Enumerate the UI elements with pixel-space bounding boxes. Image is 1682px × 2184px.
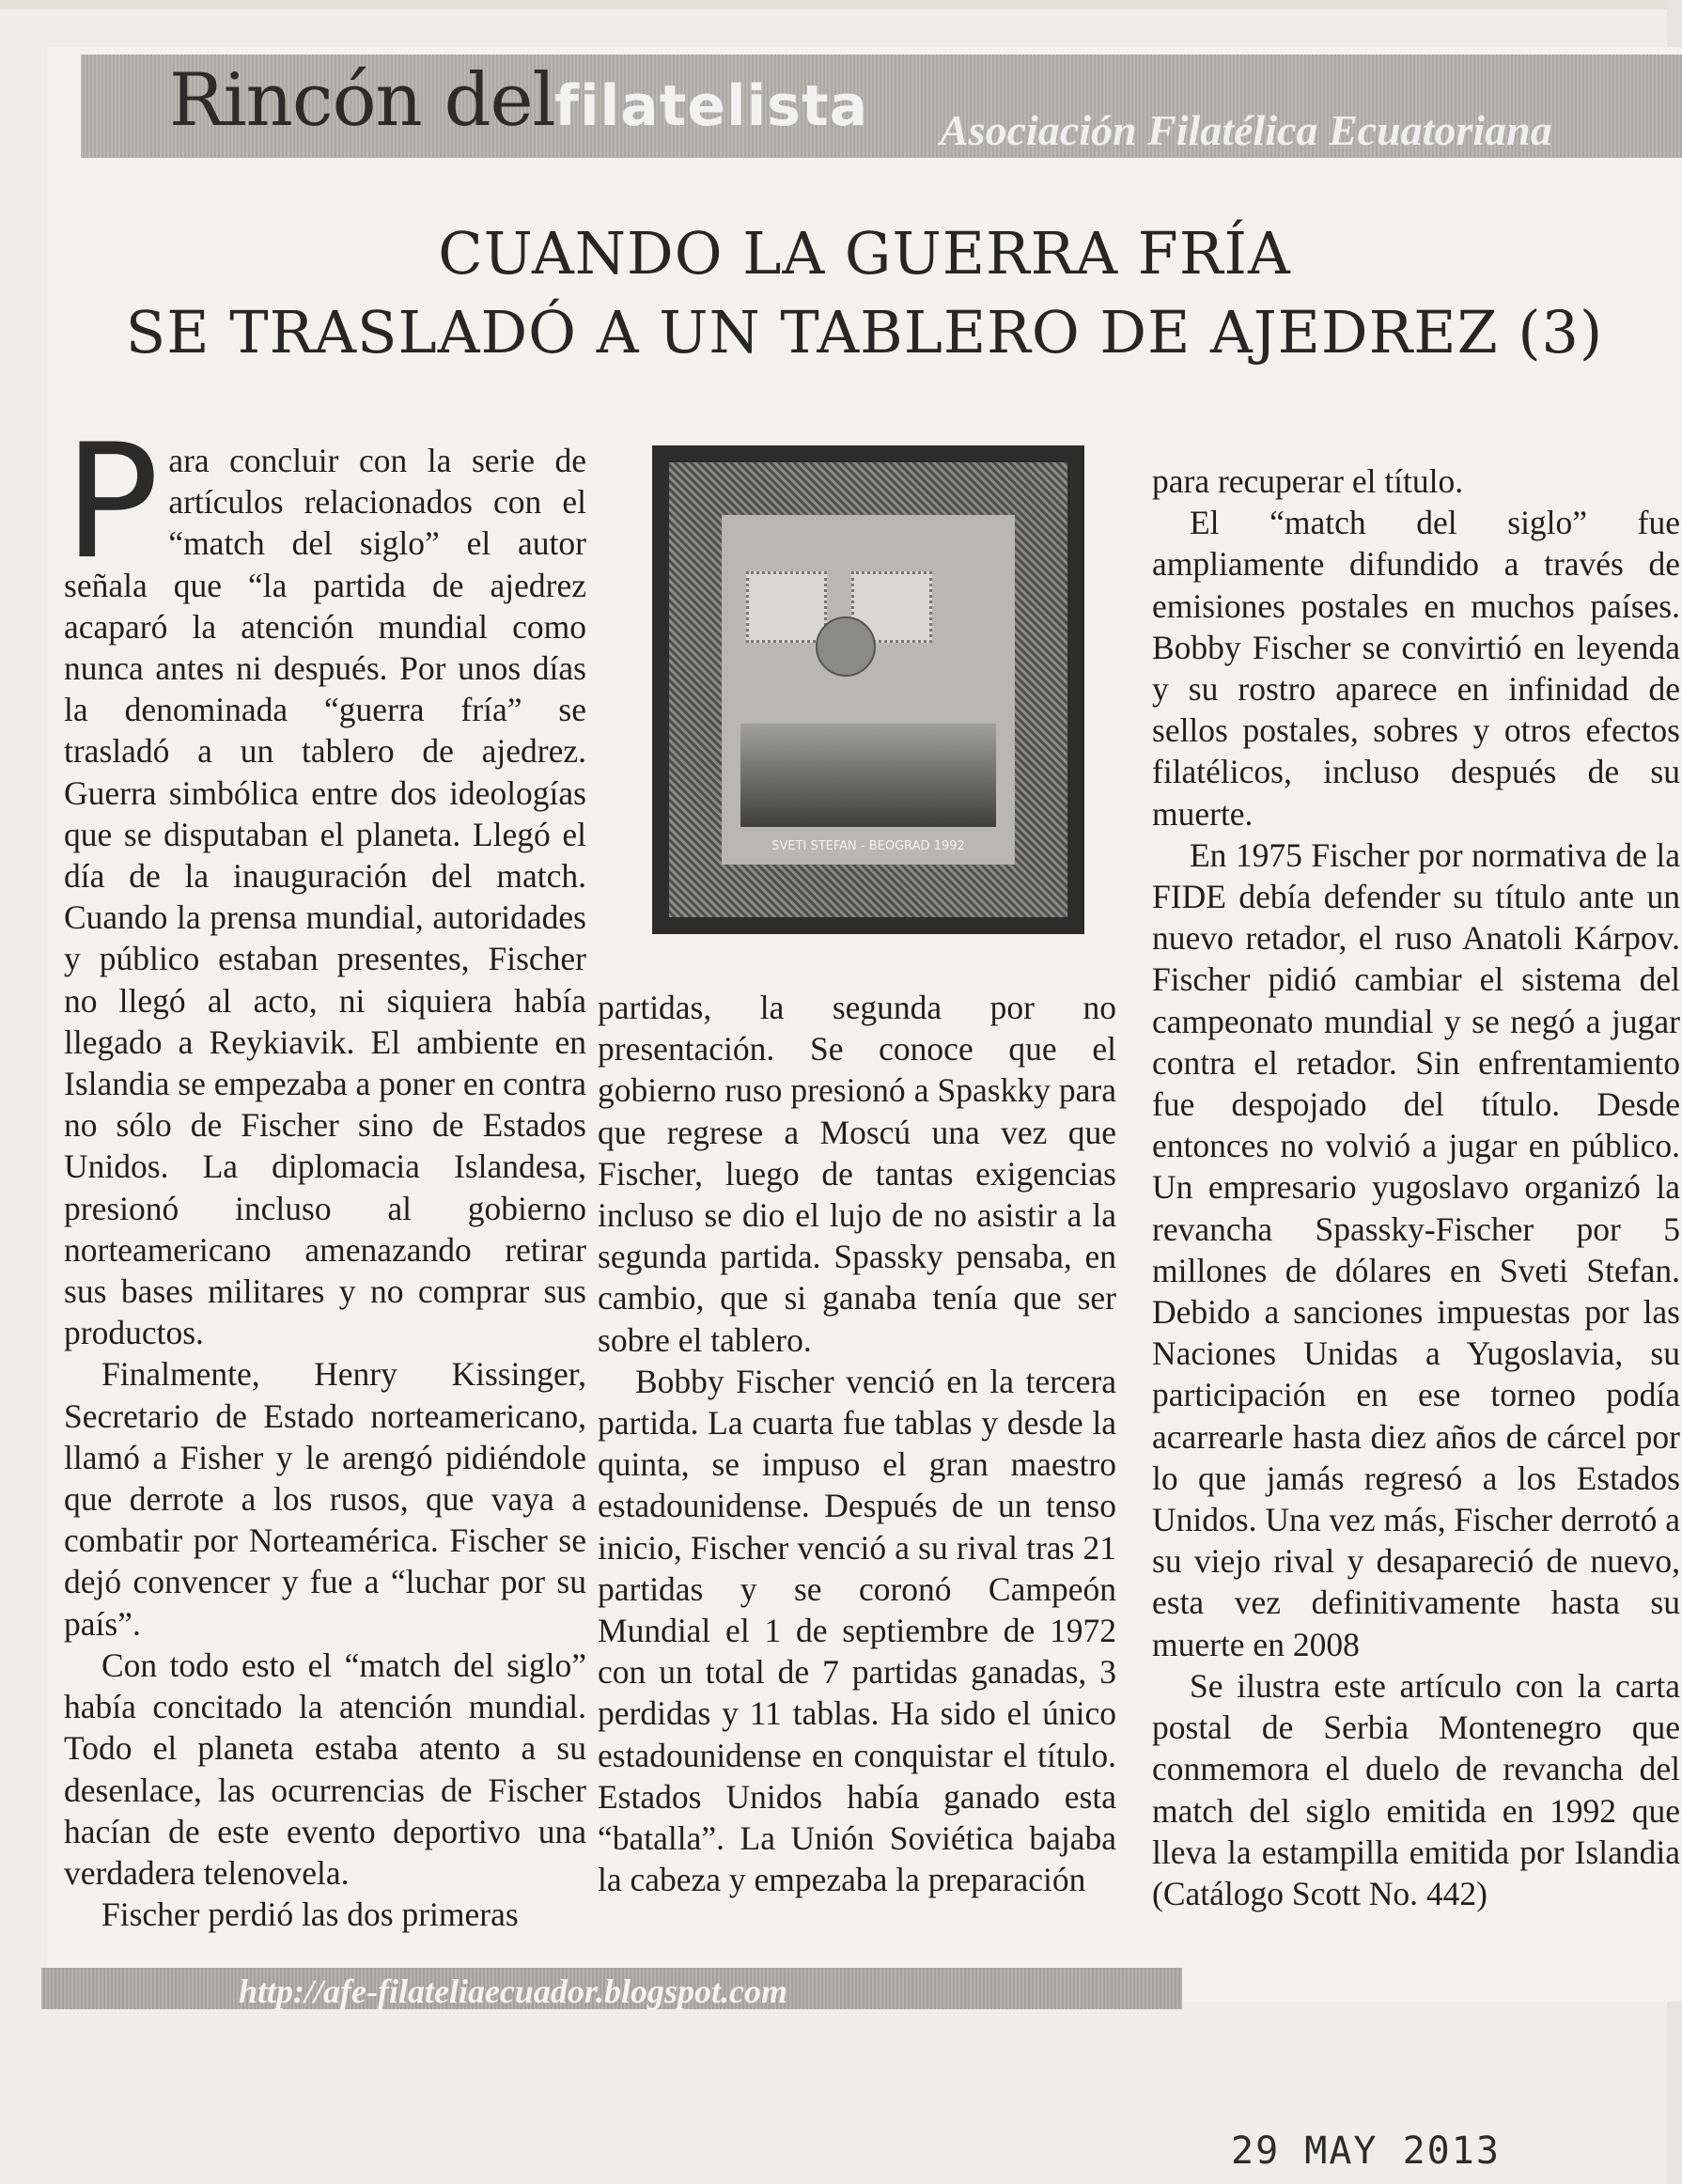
scan-edge	[0, 0, 1682, 9]
paragraph: En 1975 Fischer por normativa de la FIDE debía defender su título ante un nuevo retador, el ruso Anatoli Kárpov. Fischer pidió cambiar el sistema del campeonato mundial y se negó a jugar contra el retador. Sin enfrentamiento fue despojado del título. Desde entonces no volvió a jugar en público. Un empresario yugoslavo organizó la revancha Spassky-Fischer por 5 millones de dólares en Sveti Stefan. Debido a sanciones impuestas por las Naciones Unidas a Yugoslavia, su participación en ese torneo podía acarrearle hasta diez años de cárcel por lo que jamás regresó a los Estados Unidos. Una vez más, Fischer derrotó a su viejo rival y desapareció de nuevo, esta vez definitivamente hasta su muerte en 2008	[1152, 835, 1680, 1663]
paragraph: Fischer perdió las dos primeras	[101, 1895, 519, 1934]
paragraph: Con todo esto el “match del siglo” había concitado la atención mundial. Todo el planeta estaba atento a su desenlace, las ocurrencias de Fischer hacían de este evento deportivo una verdadera telenovela.	[64, 1646, 586, 1892]
footer-url[interactable]: http://afe-filateliaecuador.blogspot.com	[239, 1973, 787, 2010]
drop-cap: P	[64, 410, 160, 594]
article-column-1	[64, 410, 586, 1935]
postmark-seal	[816, 616, 876, 677]
stamp-left	[746, 571, 827, 643]
paragraph: Se ilustra este artículo con la carta postal de Serbia Montenegro que conmemora el duelo de revancha del match del siglo emitida en 1992 que lleva la estampilla emitida por Islandia (Catálogo Scott No. 442)	[1152, 1666, 1680, 1912]
section-title-highlight: filatelista	[554, 73, 869, 139]
paragraph: El “match del siglo” fue ampliamente difundido a través de emisiones postales en muchos países. Bobby Fischer se convirtió en leyenda y su rostro aparece en infinidad de sellos postales, sobres y otros efectos filatélicos, incluso después de su muerte.	[1152, 504, 1680, 833]
headline-line-1: CUANDO LA GUERRA FRÍA	[438, 219, 1291, 288]
postcard-inner	[722, 515, 1015, 865]
postcard-caption: SVETI STEFAN - BEOGRAD 1992	[771, 839, 965, 853]
section-title: Rincón del	[169, 58, 555, 143]
organization-name: Asociación Filatélica Ecuatoriana	[940, 106, 1552, 154]
paragraph: partidas, la segunda por no presentación. Se conoce que el gobierno ruso presionó a Spaskky para que regrese a Moscú una vez que Fischer, luego de tantas exigencias incluso se dio el lujo de no asistir a la segunda partida. Spassky pensaba, en cambio, que si ganaba tenía que ser sobre el tablero.	[598, 989, 1116, 1359]
paragraph: para recuperar el título.	[1152, 462, 1464, 500]
article-headline	[94, 214, 1635, 372]
headline-line-2: SE TRASLADÓ A UN TABLERO DE AJEDREZ (3)	[125, 298, 1604, 367]
postcard-image	[652, 445, 1084, 934]
paragraph: Finalmente, Henry Kissinger, Secretario de Estado norteamericano, llamó a Fisher y le arengó pidiéndole que derrote a los rusos, que vaya a combatir por Norteamérica. Fischer se dejó convencer y fue a “luchar por su país”.	[64, 1355, 586, 1643]
article-column-2	[598, 987, 1116, 1900]
date-stamp: 29 MAY 2013	[1231, 2129, 1501, 2173]
chess-pieces-illustration	[740, 724, 996, 827]
article-column-3	[1152, 460, 1680, 1914]
paragraph: ara concluir con la serie de artículos relacionados con el “match del siglo” el autor señala que “la partida de ajedrez acaparó la atención mundial como nunca antes ni después. Por unos días la denominada “guerra fría” se trasladó a un tablero de ajedrez. Guerra simbólica entre dos ideologías que se disputaban el planeta. Llegó el día de la inauguración del match. Cuando la prensa mundial, autoridades y público estaban presentes, Fischer no llegó al acto, ni siquiera había llegado a Reykiavik. El ambiente en Islandia se empezaba a poner en contra no sólo de Fischer sino de Estados Unidos. La diplomacia Islandesa, presionó incluso al gobierno norteamericano amenazando retirar sus bases militares y no comprar sus productos.	[64, 442, 586, 1352]
paragraph: Bobby Fischer venció en la tercera partida. La cuarta fue tablas y desde la quinta, se impuso el gran maestro estadounidense. Después de un tenso inicio, Fischer venció a su rival tras 21 partidas y se coronó Campeón Mundial el 1 de septiembre de 1972 con un total de 7 partidas ganadas, 3 perdidas y 11 tablas. Ha sido el único estadounidense en conquistar el título. Estados Unidos había ganado esta “batalla”. La Unión Soviética bajaba la cabeza y empezaba la preparación	[598, 1362, 1116, 1899]
